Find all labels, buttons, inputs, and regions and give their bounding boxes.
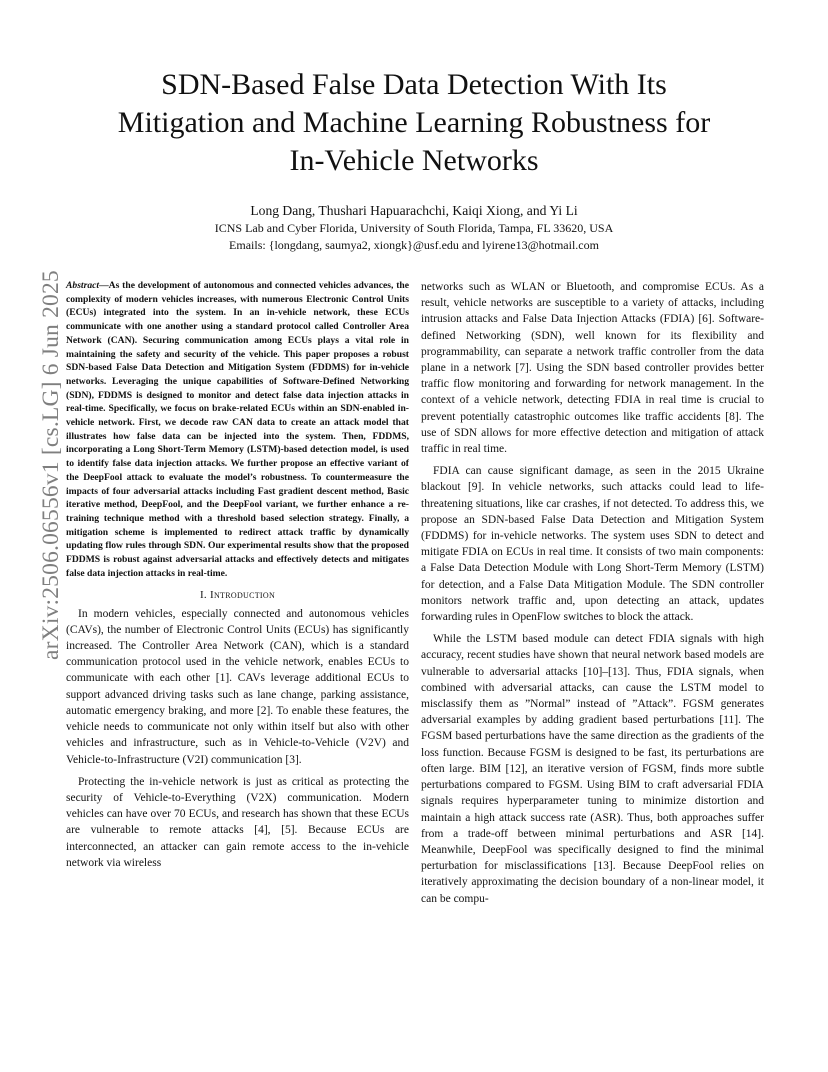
author-list: Long Dang, Thushari Hapuarachchi, Kaiqi Xiong, and Yi Li bbox=[250, 203, 578, 218]
title-line: Mitigation and Machine Learning Robustness for bbox=[117, 106, 711, 139]
right-column bbox=[421, 279, 764, 913]
arxiv-side-identifier: arXiv:2506.06556v1 [cs.LG] 6 Jun 2025 bbox=[38, 270, 64, 660]
section-title: Introduction bbox=[210, 589, 276, 602]
left-column bbox=[66, 279, 409, 877]
abstract bbox=[66, 279, 409, 580]
body-paragraph: Protecting the in-vehicle network is just as critical as protecting the security of Vehicle-to-Everything (V2X) communication. Modern vehicles can have over 70 ECUs, and research has shown that these ECUs are vulnerable to remote attacks [4], [5]. Because ECUs are interconnected, an attacker can gain remote access to the in-vehicle network via wireless bbox=[66, 775, 409, 869]
author-emails: Emails: {longdang, saumya2, xiongk}@usf.edu and lyirene13@hotmail.com bbox=[229, 238, 599, 252]
abstract-text: —As the development of autonomous and connected vehicles advances, the complexity of modern vehicles increases, with numerous Electronic Control Units (ECUs) integrated into the system. In an in-vehicle network, these ECUs communicate with one another using a standard protocol called Controller Area Network (CAN). Securing communication among ECUs plays a vital role in maintaining the safety and security of the vehicle. This paper proposes a robust SDN-based False Data Detection and Mitigation System (FDDMS) for in-vehicle networks. Leveraging the unique capabilities of Software-Defined Networking (SDN), FDDMS is designed to monitor and detect false data injection attacks in real-time. Specifically, we focus on brake-related ECUs within an SDN-enabled in-vehicle network. First, we decode raw CAN data to create an attack model that illustrates how false data can be injected into the system. Then, FDDMS, incorporating a Long Short-Term Memory (LSTM)-based detection model, is used to identify false data injection attacks. We further propose an effective variant of the DeepFool attack to evaluate the model’s robustness. To countermeasure the impacts of four adversarial attacks including Fast gradient descent method, Basic iterative method, DeepFool, and the DeepFool variant, we further enhance a re-training technique method with a threshold based selection strategy. Finally, a mitigation scheme is implemented to redirect attack traffic by dynamically updating flow rules through SDN. Our experimental results show that the proposed FDDMS is robust against adversarial attacks and effectively detects and mitigates false data injection attacks in real-time. bbox=[66, 280, 409, 579]
title-line: In-Vehicle Networks bbox=[289, 144, 539, 177]
title-line: SDN-Based False Data Detection With Its bbox=[161, 68, 667, 101]
body-paragraph: While the LSTM based module can detect FDIA signals with high accuracy, recent studies have shown that neural network based models are vulnerable to adversarial attacks [10]–[13]. Thus, FDIA signals, when combined with adversarial attacks, can cause the LSTM model to misclassify them as ”Normal” instead of ”Attack”. FGSM generates adversarial examples by adding gradient based perturbations [11]. The FGSM based perturbations have the same direction as the gradients of the loss function. Because FGSM is designed to be fast, its perturbations are often large. BIM [12], an iterative version of FGSM, finds more subtle perturbations compared to FGSM. Using BIM to craft adversarial FDIA signals requires hyperparameter tuning to minimize distortion and maintain a high attack success rate (ASR). Thus, both approaches suffer from a trade-off between minimal perturbations and ASR [14]. Meanwhile, DeepFool was specifically designed to find the minimal perturbation for misclassifications [13]. Because DeepFool relies on iteratively approximating the decision boundary of a non-linear model, it can be compu- bbox=[421, 633, 764, 905]
affiliation: ICNS Lab and Cyber Florida, University of South Florida, Tampa, FL 33620, USA bbox=[214, 221, 614, 235]
paper-title bbox=[60, 66, 768, 180]
abstract-label: Abstract bbox=[66, 280, 100, 291]
body-paragraph: FDIA can cause significant damage, as seen in the 2015 Ukraine blackout [9]. In vehicle networks, such attacks could lead to life-threatening situations, like car crashes, if not detected. To address this, we propose an SDN-based False Data Detection and Mitigation System (FDDMS) for in-vehicle networks. The system uses SDN to detect and mitigate FDIA on ECUs in real time. It consists of two main components: a False Data Detection Module with Long Short-Term Memory (LSTM) for detection, and a False Data Mitigation Module. The SDN controller monitors network traffic and, upon detecting an attack, updates forwarding rules in OpenFlow switches to block the attack. bbox=[421, 465, 764, 624]
body-paragraph: networks such as WLAN or Bluetooth, and compromise ECUs. As a result, vehicle networks are susceptible to a variety of attacks, including intrusion attacks and False Data Injection Attacks (FDIA) [6]. Software-defined Networking (SDN), well known for its flexibility and programmability, can separate a network traffic controller from the data plane in a network [7]. Using the SDN based controller provides better traffic flow monitoring and forwarding for network management. In the context of a vehicle network, detecting FDIA in real time is crucial to prevent potentially catastrophic outcomes like traffic accidents [8]. The use of SDN allows for more effective detection and mitigation of attack traffic in real time. bbox=[421, 281, 764, 456]
section-number: I. bbox=[199, 589, 207, 602]
body-paragraph: In modern vehicles, especially connected and autonomous vehicles (CAVs), the number of Electronic Control Units (ECUs) has significantly increased. The Controller Area Network (CAN), which is a standard communication protocol used in the vehicle network, enables ECUs to communicate with each other [1]. CAVs leverage additional ECUs to support advanced driving tasks such as lane change, parking assistance, automatic emergency braking, and more [2]. To enable these features, the vehicle needs to communicate not only within itself but also with other vehicles and infrastructure, such as in Vehicle-to-Vehicle (V2V) and Vehicle-to-Infrastructure (V2I) communication [3]. bbox=[66, 607, 409, 766]
section-heading bbox=[66, 587, 409, 603]
